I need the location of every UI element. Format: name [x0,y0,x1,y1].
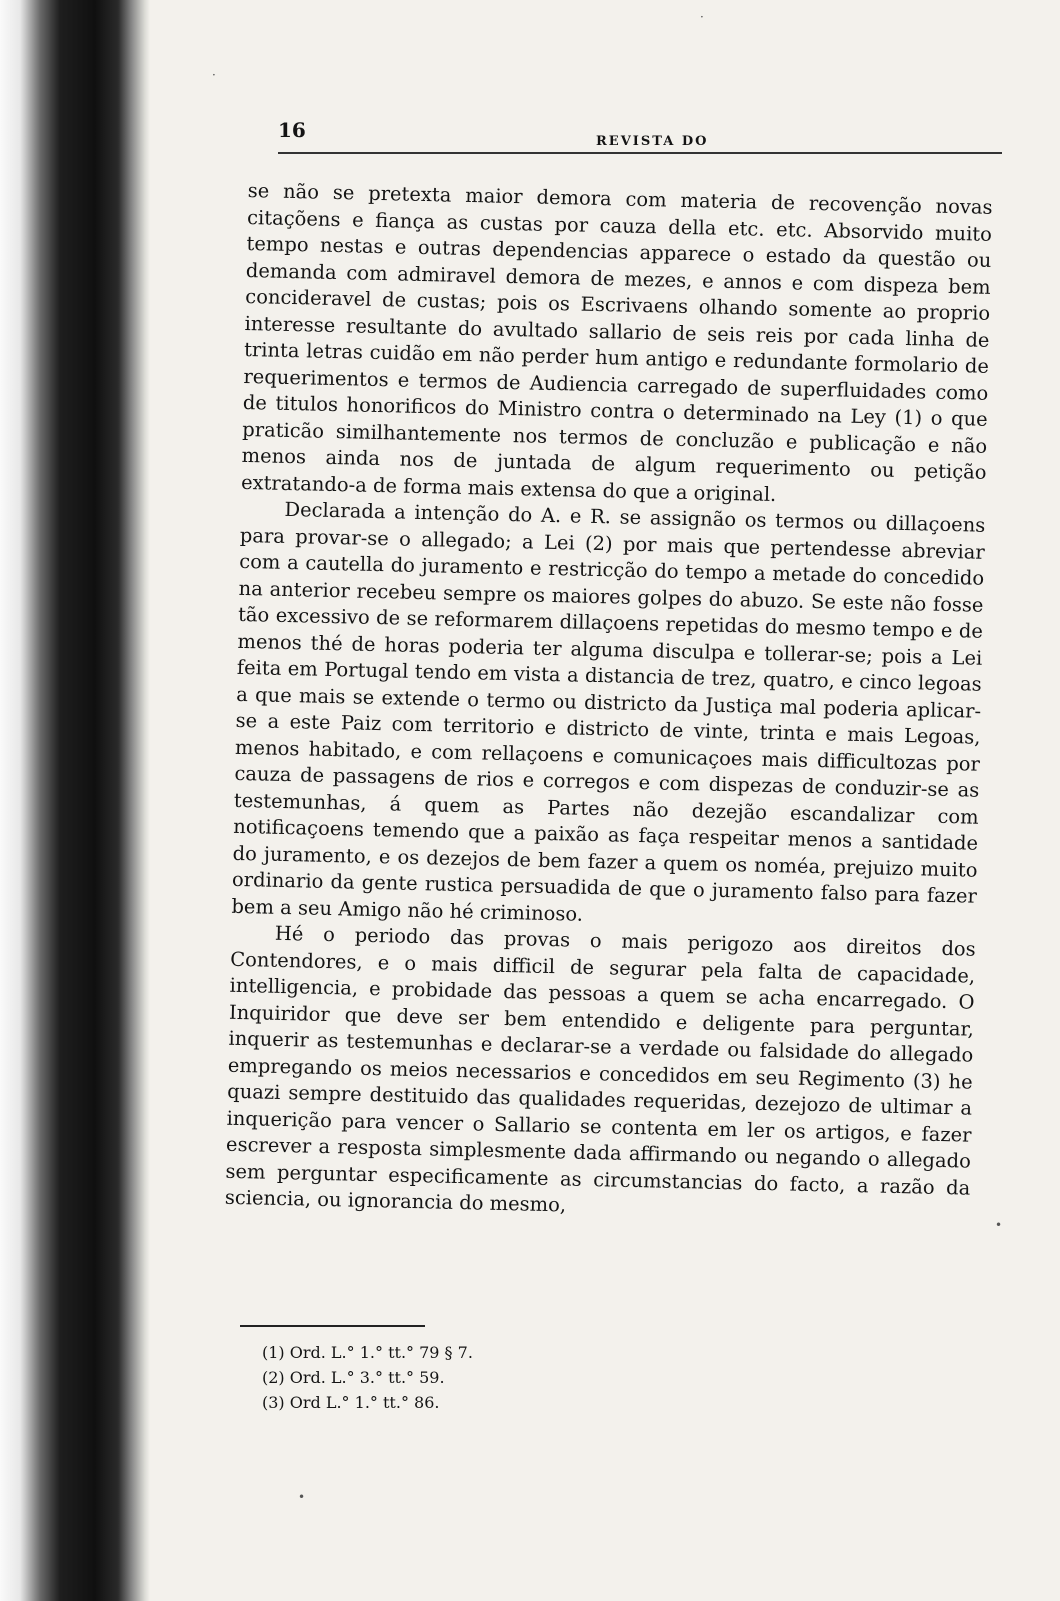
paragraph-3: Hé o periodo das provas o mais perigozo aos direitos dos Contendores, e o mais difficil de segurar pela falta de capacidade, intelligencia, e probidade das pessoas a quem se acha encarregado. O Inquiridor que deve ser bem entendido e deligente para perguntar, inquerir as testemunhas e declarar-se a verdade ou falsidade do allegado empregando os meios necessarios e concedidos em seu Regimento (3) he quazi sempre destituido das qualidades requeridas, dezejozo de ultimar a inquerição para vencer o Sallario se contenta em ler os artigos, e fazer escrever a resposta simplesmente dada affirmando ou negando o allegado sem perguntar especificamente as circumstancias do facto, a razão da sciencia, ou ignorancia do mesmo, [224,921,976,1217]
paragraph-2: Declarada a intenção do A. e R. se assignão os termos ou dillaçoens para provar-se o allegado; a Lei (2) por mais que pertendesse abreviar com a cautella do juramento e restricção do tempo a metade do concedido na anterior recebeu sempre os maiores golpes do abuzo. Se este não fosse tão excessivo de se reformarem dillaçoens repetidas do mesmo tempo e de menos thé de horas poderia ter alguma disculpa e tollerar-se; pois a Lei feita em Portugal tendo em vista a distancia de trez, quatro, e cinco legoas a que mais se extende o termo ou districto da Justiça mal poderia aplicar-se a este Paiz com territorio e districto de vinte, trinta e mais Legoas, menos habitado, e com rellaçoens e comunicaçoes mais difficultozas por cauza de passagens de rios e corregos e com dispezas de conduzir-se as testemunhas, á quem as Partes não dezejão escandalizar com notificaçoens temendo que a paixão as faça respeitar menos a santidade do juramento, e os dezejos de bem fazer a quem os noméa, prejuizo muito ordinario da gente rustica persuadida de que o juramento falso para fazer bem a seu Amigo não hé criminoso. [231,497,986,926]
header-rule [278,152,1002,154]
speck-mark: • [995,1218,1003,1232]
body-text [225,178,993,1228]
footnote-2: (2) Ord. L.° 3.° tt.° 59. [262,1368,445,1387]
running-head: REVISTA DO [596,134,709,149]
speck-mark: • [298,1490,306,1504]
page-number: 16 [278,118,306,142]
paragraph-1: se não se pretexta maior demora com materia de recovenção novas citaçõens e fiança as custas por cauza della etc. etc. Absorvido muito tempo nestas e outras dependencias apparece o estado da questão ou demanda com admiravel demora de mezes, e annos e com dispeza bem concideravel de custas; pois os Escrivaens olhando somente ao proprio interesse resultante do avultado sallario de seis reis por cada linha de trinta letras cuidão em não perder hum antigo e redundante formolario de requerimentos e termos de Audiencia carregado de superfluidades como de titulos honorificos do Ministro contra o determinado na Ley (1) o que praticão similhantemente nos termos de concluzão e publicação e não menos ainda nos de juntada de algum requerimento ou petição extratando-a de forma mais extensa do que a original. [240,178,993,506]
footnote-rule [240,1325,425,1327]
footnote-1: (1) Ord. L.° 1.° tt.° 79 § 7. [262,1343,473,1362]
page-header [278,110,1002,150]
speck-mark: · [212,68,216,82]
book-spine-shadow [0,0,150,1601]
footnotes [262,1340,662,1415]
speck-mark: · [700,10,704,24]
footnote-3: (3) Ord L.° 1.° tt.° 86. [262,1393,440,1412]
